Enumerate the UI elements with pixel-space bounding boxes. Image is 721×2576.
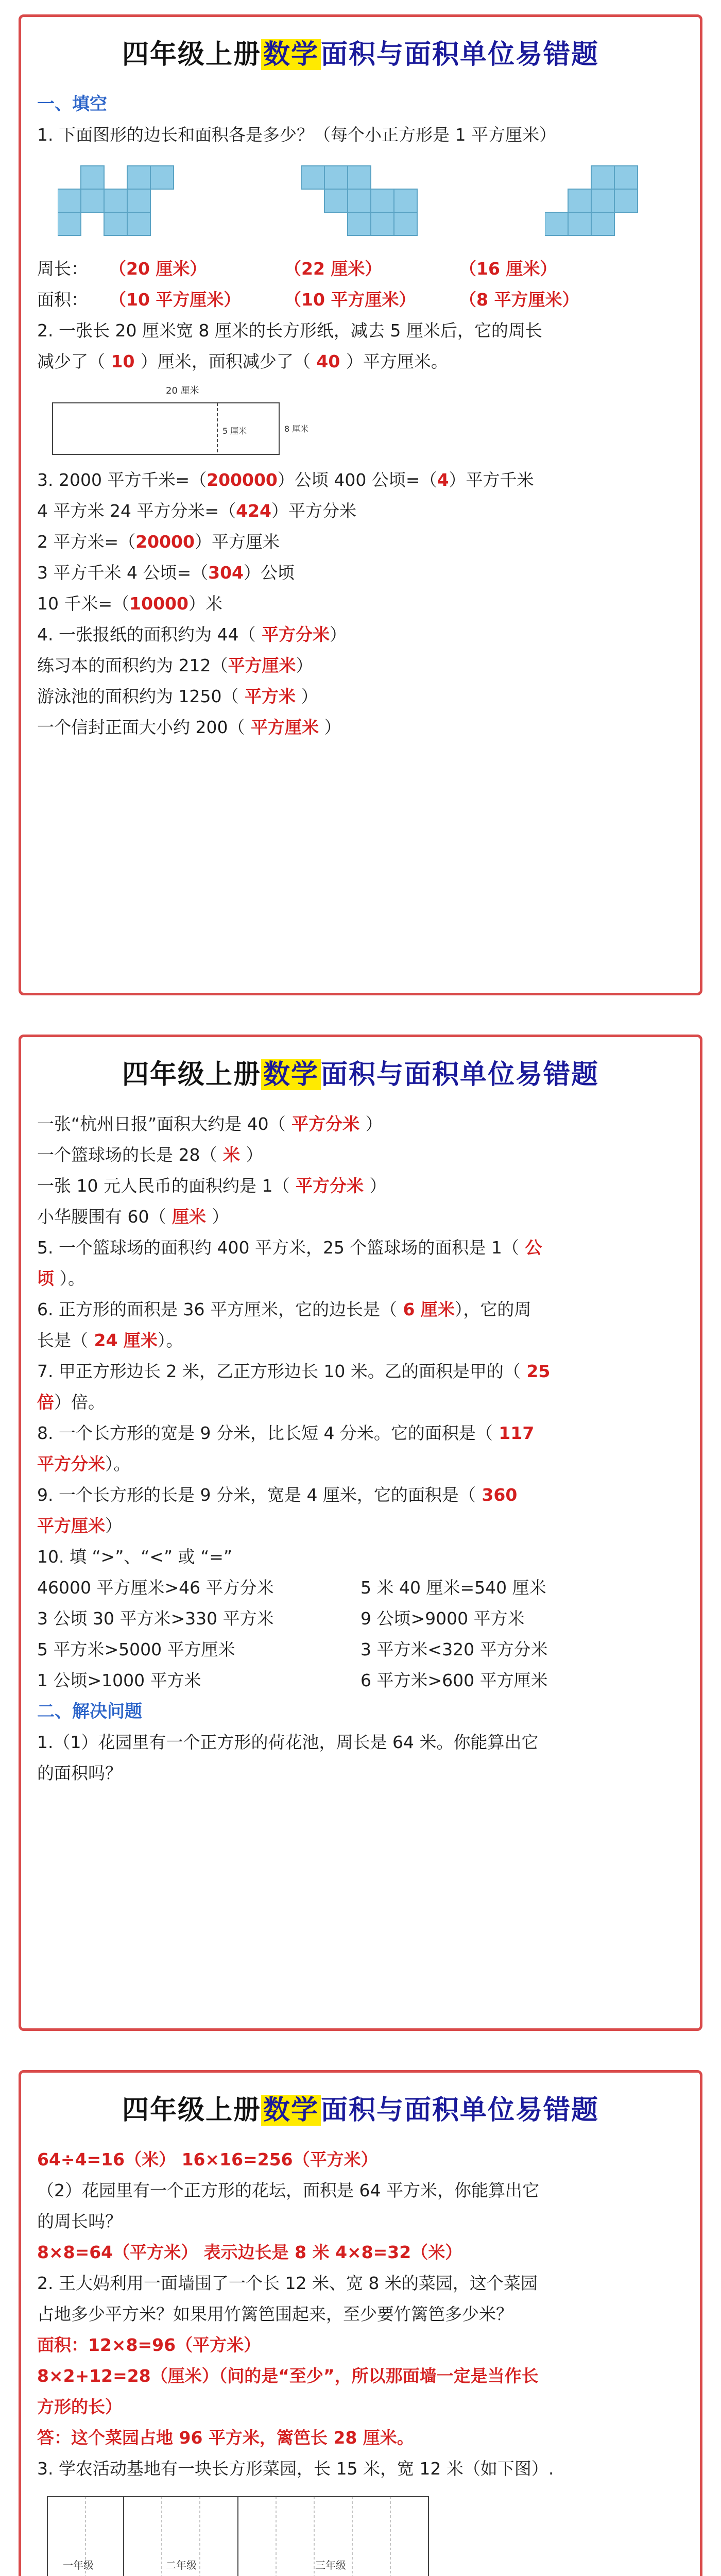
question-text: 一张“杭州日报”面积大约是 40（ 平方分米 ） xyxy=(37,1114,383,1134)
question-text: 一个篮球场的长是 28（ 米 ） xyxy=(37,1145,263,1165)
question-text: 3. 2000 平方千米=（200000）公顷 400 公顷=（4）平方千米 xyxy=(37,470,534,490)
question-text: 小华腰围有 60（ 厘米 ） xyxy=(37,1207,229,1227)
answer-text: 8×8=64（平方米） 表示边长是 8 米 4×8=32（米） xyxy=(37,2242,462,2262)
question-text: 练习本的面积约为 212（平方厘米） xyxy=(37,655,313,675)
question-text: 9. 一个长方形的长是 9 分米，宽是 4 厘米，它的面积是（ 360 xyxy=(37,1485,518,1505)
card-2 xyxy=(0,1020,721,2045)
question-text: 游泳池的面积约为 1250（ 平方米 ） xyxy=(37,686,318,706)
question-text: 2 平方米=（20000）平方厘米 xyxy=(37,532,280,552)
grid-shape-2 xyxy=(301,163,420,241)
question-text: 顷 ）。 xyxy=(37,1268,85,1289)
question-text: 6. 正方形的面积是 36 平方厘米，它的边长是（ 6 厘米），它的周 xyxy=(37,1299,531,1319)
question-text: 的周长吗？ xyxy=(37,2211,122,2231)
question-text: 1. 下面图形的边长和面积各是多少？（每个小正方形是 1 平方厘米） xyxy=(37,125,556,145)
answer-text: 方形的长） xyxy=(37,2397,122,2417)
question-text: 7. 甲正方形边长 2 米，乙正方形边长 10 米。乙的面积是甲的（ 25 xyxy=(37,1361,551,1381)
question-text: 5. 一个篮球场的面积约 400 平方米，25 个篮球场的面积是 1（ 公 xyxy=(37,1238,542,1258)
grid-shapes xyxy=(37,150,684,253)
section-heading: 一、填空 xyxy=(37,94,107,114)
question-text: 平方厘米） xyxy=(37,1516,122,1536)
question-text: 8. 一个长方形的宽是 9 分米，比长短 4 分米。它的面积是（ 117 xyxy=(37,1423,535,1443)
garden-plot-figure xyxy=(42,2492,434,2576)
paper-cut-figure xyxy=(47,382,336,460)
svg-text:二年级: 二年级 xyxy=(166,2559,197,2571)
question-text: 平方分米）。 xyxy=(37,1454,131,1474)
question-text: 减少了（ 10 ）厘米，面积减少了（ 40 ）平方厘米。 xyxy=(37,351,448,371)
grid-shape-1 xyxy=(58,163,176,241)
answer-text: 面积：12×8=96（平方米） xyxy=(37,2335,261,2355)
compare-row: 5 平方米>5000 平方厘米 3 平方米<320 平方分米 xyxy=(37,1639,548,1659)
question-text: 3 平方千米 4 公顷=（304）公顷 xyxy=(37,563,295,583)
question-text: 2. 一张长 20 厘米宽 8 厘米的长方形纸，减去 5 厘米后，它的周长 xyxy=(37,320,542,341)
compare-row: 3 公顷 30 平方米>330 平方米 9 公顷>9000 平方米 xyxy=(37,1608,525,1629)
page-title: 四年级上册数学面积与面积单位易错题 xyxy=(122,1059,599,1090)
area-answers: 面积： （10 平方厘米） （10 平方厘米） （8 平方厘米） xyxy=(37,290,579,310)
question-text: 一张 10 元人民币的面积约是 1（ 平方分米 ） xyxy=(37,1176,387,1196)
question-text: 占地多少平方米？如果用竹篱笆围起来，至少要竹篱笆多少米？ xyxy=(37,2304,513,2324)
question-text: 一个信封正面大小约 200（ 平方厘米 ） xyxy=(37,717,341,737)
card-content xyxy=(37,1056,684,1789)
answer-text: 8×2+12=28（厘米）（问的是“至少”，所以那面墙一定是当作长 xyxy=(37,2366,539,2386)
section-heading: 二、解决问题 xyxy=(37,1701,142,1722)
svg-text:5 厘米: 5 厘米 xyxy=(222,426,247,436)
answer-text: 64÷4=16（米） 16×16=256（平方米） xyxy=(37,2149,378,2170)
card-3 xyxy=(0,2056,721,2576)
perimeter-answers: 周长： （20 厘米） （22 厘米） （16 厘米） xyxy=(37,259,557,279)
answer-text: 答：这个菜园占地 96 平方米，篱笆长 28 厘米。 xyxy=(37,2428,414,2448)
question-text: 长是（ 24 厘米）。 xyxy=(37,1330,183,1350)
question-text: 1.（1）花园里有一个正方形的荷花池，周长是 64 米。你能算出它 xyxy=(37,1732,539,1752)
question-text: （2）花园里有一个正方形的花坛，面积是 64 平方米，你能算出它 xyxy=(37,2180,539,2200)
question-text: 3. 学农活动基地有一块长方形菜园，长 15 米，宽 12 米（如下图）. xyxy=(37,2459,554,2479)
compare-row: 1 公顷>1000 平方米 6 平方米>600 平方厘米 xyxy=(37,1670,548,1690)
question-text: 10 千米=（10000）米 xyxy=(37,594,222,614)
question-text: 倍）倍。 xyxy=(37,1392,105,1412)
card-content xyxy=(37,36,684,743)
grid-shape-3 xyxy=(545,163,663,241)
svg-text:三年级: 三年级 xyxy=(315,2559,346,2571)
question-text: 2. 王大妈利用一面墙围了一个长 12 米、宽 8 米的菜园，这个菜园 xyxy=(37,2273,538,2293)
svg-text:一年级: 一年级 xyxy=(63,2559,94,2571)
page-title: 四年级上册数学面积与面积单位易错题 xyxy=(122,2095,599,2126)
question-text: 4. 一张报纸的面积约为 44（ 平方分米） xyxy=(37,624,347,645)
compare-row: 46000 平方厘米>46 平方分米 5 米 40 厘米=540 厘米 xyxy=(37,1578,546,1598)
svg-text:8 厘米: 8 厘米 xyxy=(284,424,309,434)
svg-text:20 厘米: 20 厘米 xyxy=(166,385,199,396)
question-text: 的面积吗？ xyxy=(37,1763,122,1783)
card-content xyxy=(37,2092,684,2576)
question-text: 4 平方米 24 平方分米=（424）平方分米 xyxy=(37,501,356,521)
page-title: 四年级上册数学面积与面积单位易错题 xyxy=(122,39,599,70)
card-1 xyxy=(0,0,721,1010)
question-text: 10. 填 “>”、“<” 或 “=” xyxy=(37,1547,232,1567)
